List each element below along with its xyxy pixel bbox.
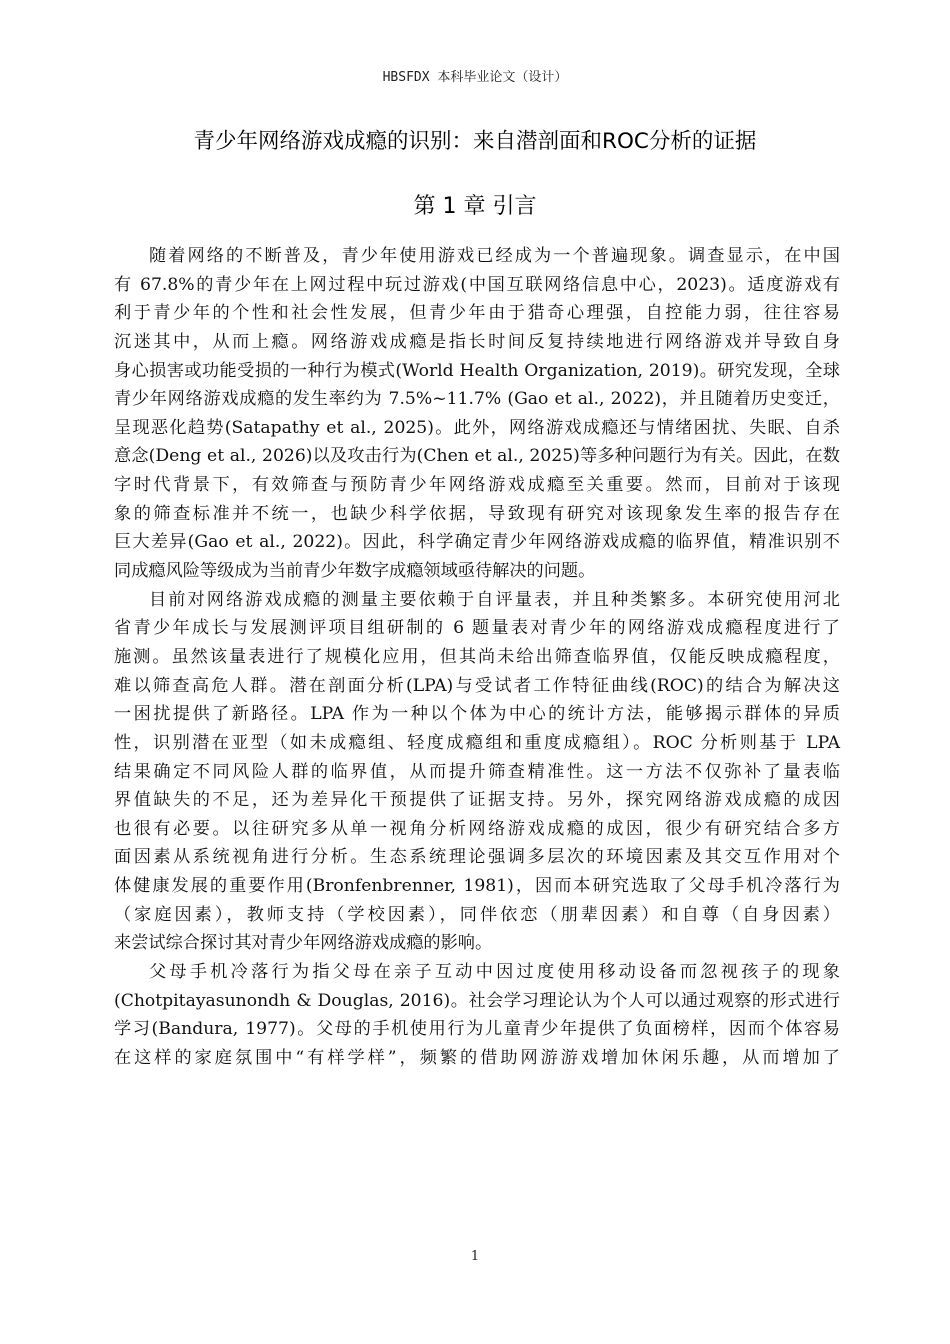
text-line: 省青少年成长与发展测评项目组研制的 6 题量表对青少年的网络游戏成瘾程度进行了	[114, 618, 840, 639]
text-line: 施测。虽然该量表进行了规模化应用，但其尚未给出筛查临界值，仅能反映成瘾程度，	[114, 646, 840, 667]
page-number: 1	[470, 1249, 480, 1264]
paragraph-2	[114, 586, 840, 958]
text-line: 来尝试综合探讨其对青少年网络游戏成瘾的影响。	[114, 933, 493, 954]
body-text	[114, 242, 840, 1073]
text-line: 意念(Deng et al., 2026)以及攻击行为(Chen et al., 2025)等多种问题行为有关。因此，在数	[114, 446, 840, 467]
text-line: 巨大差异(Gao et al., 2022)。因此，科学确定青少年网络游戏成瘾的临界值，精准识别不	[114, 532, 840, 553]
text-line: 同成瘾风险等级成为当前青少年数字成瘾领域亟待解决的问题。	[114, 561, 596, 582]
chapter-heading: 第 1 章 引言	[413, 194, 537, 219]
text-line: 随着网络的不断普及，青少年使用游戏已经成为一个普遍现象。调查显示，在中国	[149, 246, 840, 266]
text-line: 目前对网络游戏成瘾的测量主要依赖于自评量表，并且种类繁多。本研究使用河北	[149, 589, 840, 610]
text-line: (Chotpitayasunondh & Douglas, 2016)。社会学习理论认为个人可以通过观察的形式进行	[114, 990, 840, 1011]
paragraph-3	[114, 958, 840, 1073]
text-line: 一困扰提供了新路径。LPA 作为一种以个体为中心的统计方法，能够揭示群体的异质	[114, 704, 840, 725]
text-line: 沉迷其中，从而上瘾。网络游戏成瘾是指长时间反复持续地进行网络游戏并导致自身	[114, 331, 840, 352]
text-line: 父母手机冷落行为指父母在亲子互动中因过度使用移动设备而忽视孩子的现象	[149, 962, 840, 983]
text-line: 体健康发展的重要作用(Bronfenbrenner, 1981)，因而本研究选取了父母手机冷落行为	[114, 876, 840, 897]
text-line: 性，识别潜在亚型（如未成瘾组、轻度成瘾组和重度成瘾组）。ROC 分析则基于 LPA	[114, 732, 840, 753]
running-header: HBSFDX 本科毕业论文（设计）	[382, 70, 568, 85]
text-line: 结果确定不同风险人群的临界值，从而提升筛查精准性。这一方法不仅弥补了量表临	[114, 761, 840, 782]
thesis-title: 青少年网络游戏成瘾的识别：来自潜剖面和ROC分析的证据	[193, 129, 757, 154]
text-line: 界值缺失的不足，还为差异化干预提供了证据支持。另外，探究网络游戏成瘾的成因	[114, 790, 840, 811]
text-line: 呈现恶化趋势(Satapathy et al., 2025)。此外，网络游戏成瘾还与情绪困扰、失眠、自杀	[114, 417, 840, 438]
paragraph-1	[114, 242, 840, 586]
text-line: 面因素从系统视角进行分析。生态系统理论强调多层次的环境因素及其交互作用对个	[114, 847, 840, 868]
text-line: 象的筛查标准并不统一，也缺少科学依据，导致现有研究对该现象发生率的报告存在	[114, 503, 840, 524]
text-line: 利于青少年的个性和社会性发展，但青少年由于猎奇心理强，自控能力弱，往往容易	[114, 303, 840, 324]
text-line: 也很有必要。以往研究多从单一视角分析网络游戏成瘾的成因，很少有研究结合多方	[114, 818, 840, 839]
text-line: 字时代背景下，有效筛查与预防青少年网络游戏成瘾至关重要。然而，目前对于该现	[114, 475, 840, 496]
text-line: 学习(Bandura, 1977)。父母的手机使用行为儿童青少年提供了负面榜样，因而个体容易	[114, 1019, 840, 1040]
text-line: 青少年网络游戏成瘾的发生率约为 7.5%~11.7% (Gao et al., 2022)，并且随着历史变迁，	[114, 389, 840, 410]
text-line: 身心损害或功能受损的一种行为模式(World Health Organization, 2019)。研究发现，全球	[114, 360, 840, 381]
text-line: 在这样的家庭氛围中“有样学样”，频繁的借助网游游戏增加休闲乐趣，从而增加了	[114, 1047, 840, 1068]
text-line: 难以筛查高危人群。潜在剖面分析(LPA)与受试者工作特征曲线(ROC)的结合为解决这	[114, 675, 840, 696]
text-line: 有 67.8%的青少年在上网过程中玩过游戏(中国互联网络信息中心，2023)。适度游戏有	[114, 274, 840, 295]
text-line: （家庭因素），教师支持（学校因素），同伴依恋（朋辈因素）和自尊（自身因素）	[114, 904, 840, 925]
